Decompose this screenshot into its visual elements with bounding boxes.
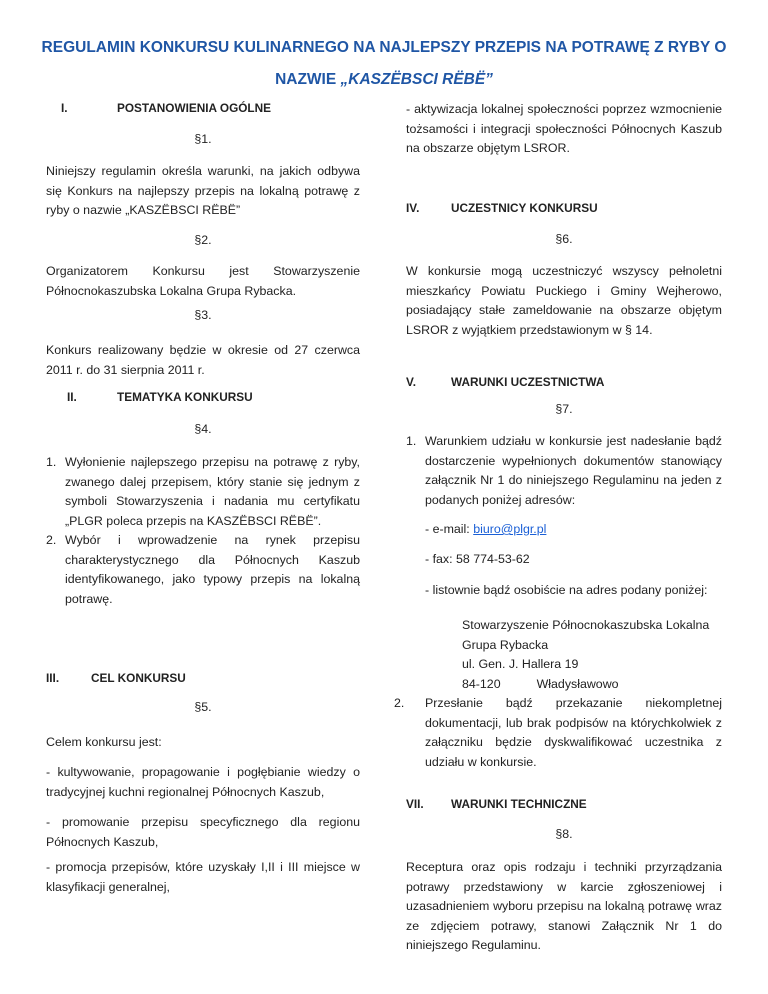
email-label: - e-mail: — [425, 522, 474, 536]
section-roman-5: V. — [406, 375, 417, 389]
list-item-number: 2. — [394, 696, 405, 710]
paragraph-label-6: §6. — [555, 232, 573, 246]
paragraph-text-3: Konkurs realizowany będzie w okresie od 27 czerwca 2011 r. do 31 sierpnia 2011 r. — [46, 343, 360, 377]
right-column — [394, 100, 722, 990]
paragraph-5-intro: Celem konkursu jest: — [46, 735, 162, 749]
paragraph-label-7: §7. — [555, 402, 573, 416]
list-item — [46, 531, 360, 609]
paragraph-text-1: Niniejszy regulamin określa warunki, na jakich odbywa się Konkurs na najlepszy przepis na lokalną potrawę z ryby o nazwie „KASZËBSCI RËBË” — [46, 164, 360, 217]
paragraph-text-2: Organizatorem Konkursu jest Stowarzyszenie Północnokaszubska Lokalna Grupa Rybacka. — [46, 264, 360, 298]
list-item-text: Warunkiem udziału w konkursie jest nadesłanie bądź dostarczenie wypełnionych dokumentów stanowiący załącznik Nr 1 do niniejszego Regulaminu na jeden z podanych poniżej adresów: — [425, 434, 722, 507]
contact-mail-label: - listownie bądź osobiście na adres podany poniżej: — [425, 583, 708, 597]
section-roman-4: IV. — [406, 201, 420, 215]
list-item — [406, 432, 722, 510]
section-title-4: UCZESTNICY KONKURSU — [451, 201, 598, 215]
list-item-text: Wyłonienie najlepszego przepisu na potrawę z ryby, zwanego dalej przepisem, który stanie się jednym z symboli Stowarzyszenia i nadania mu certyfikatu „PLGR poleca przepis na KASZËBSCI RËBË”. — [65, 455, 360, 528]
contact-email — [425, 520, 546, 540]
address-city: Władysławowo — [536, 676, 619, 691]
list-item-number: 2. — [46, 533, 57, 547]
paragraph-label-1: §1. — [194, 132, 212, 146]
paragraph-label-5: §5. — [194, 700, 212, 714]
document-title-line2 — [40, 70, 728, 90]
goal-item: - promocja przepisów, które uzyskały I,II i III miejsce w klasyfikacji generalnej, — [46, 860, 360, 894]
list-item-text: Wybór i wprowadzenie na rynek przepisu charakterystycznego dla Północnych Kaszub identyfikowanego, jako typowy przepis na lokalną potrawę. — [65, 533, 360, 606]
address-line: Grupa Rybacka — [462, 637, 549, 652]
paragraph-label-2: §2. — [194, 233, 212, 247]
paragraph-label-3: §3. — [194, 308, 212, 322]
list-item-number: 1. — [46, 455, 57, 469]
goal-item: - aktywizacja lokalnej społeczności poprzez wzmocnienie tożsamości i integracji społeczności Północnych Kaszub na obszarze objętym LSROR. — [406, 102, 722, 155]
goal-item: - promowanie przepisu specyficznego dla regionu Północnych Kaszub, — [46, 815, 360, 849]
paragraph-4-list — [46, 453, 360, 609]
section-roman-2: II. — [67, 390, 77, 404]
section-title-2: TEMATYKA KONKURSU — [117, 390, 253, 404]
section-roman-7: VII. — [406, 797, 424, 811]
paragraph-text-6: W konkursie mogą uczestniczyć wszyscy pełnoletni mieszkańcy Powiatu Puckiego i Gminy Wejherowo, posiadający stałe zameldowanie na obszarze objętym LSROR z wyjątkiem przedstawionym w § 14. — [406, 264, 722, 337]
address-line: ul. Gen. J. Hallera 19 — [462, 657, 579, 671]
section-title-3: CEL KONKURSU — [91, 671, 186, 685]
document-title-line1: REGULAMIN KONKURSU KULINARNEGO NA NAJLEPSZY PRZEPIS NA POTRAWĘ Z RYBY O — [41, 39, 727, 56]
contact-fax: - fax: 58 774-53-62 — [425, 552, 530, 566]
section-title-1: POSTANOWIENIA OGÓLNE — [117, 101, 272, 115]
email-link[interactable]: biuro@plgr.pl — [473, 522, 547, 536]
address-line: Stowarzyszenie Północnokaszubska Lokalna — [462, 618, 710, 632]
address-postcode: 84-120 — [462, 676, 501, 691]
address-line — [462, 675, 709, 695]
section-title-5: WARUNKI UCZESTNICTWA — [451, 375, 605, 389]
title-prefix: NAZWIE — [275, 71, 341, 88]
paragraph-label-8: §8. — [555, 827, 573, 841]
list-item-text: Przesłanie bądź przekazanie niekompletnej dokumentacji, lub brak podpisów na którychkolwiek z załączniku będzie dyskwalifikować uczestnika z udziału w konkursie. — [425, 696, 722, 769]
section-title-7: WARUNKI TECHNICZNE — [451, 797, 587, 811]
paragraph-label-4: §4. — [194, 422, 212, 436]
title-contest-name: „KASZËBSCI RËBË” — [340, 71, 493, 88]
section-roman-1: I. — [61, 101, 68, 115]
goal-item: - kultywowanie, propagowanie i pogłębianie wiedzy o tradycyjnej kuchni regionalnej Północnych Kaszub, — [46, 765, 360, 799]
paragraph-text-8: Receptura oraz opis rodzaju i techniki przyrządzania potrawy przedstawiony w karcie zgłoszeniowej i uzasadnieniem wyboru przepisu na lokalną potrawę wraz ze zdjęciem potrawy, stanowi Załącznik Nr 1 do niniejszego Regulaminu. — [406, 860, 722, 952]
postal-address — [462, 616, 709, 694]
list-item — [46, 453, 360, 531]
section-roman-3: III. — [46, 671, 60, 685]
left-column — [46, 100, 360, 990]
list-item-number: 1. — [406, 434, 417, 448]
